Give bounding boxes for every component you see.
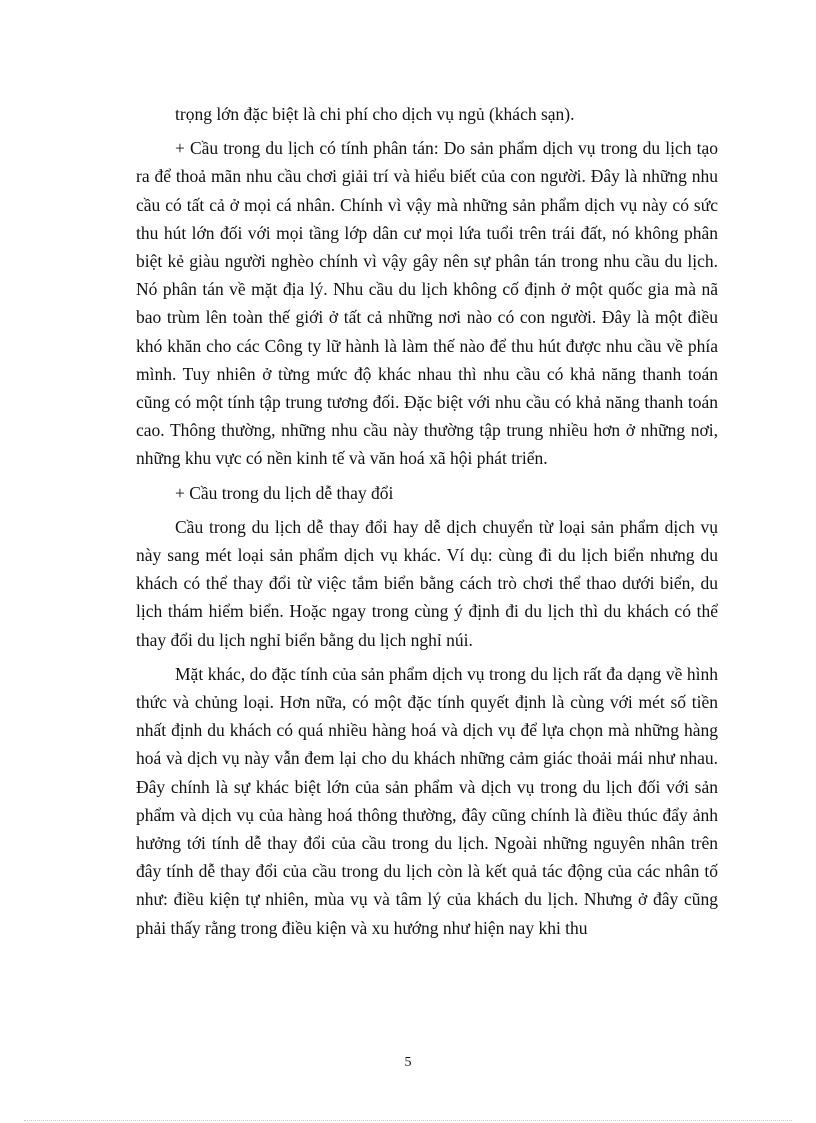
paragraph-dispersed-demand: + Cầu trong du lịch có tính phân tán: Do sản phẩm dịch vụ trong du lịch tạo ra để thoả mãn nhu cầu chơi giải trí và hiểu biết của con người. Đây là những nhu cầu có tất cả ở mọi cá nhân. Chính vì vậy mà những sản phẩm dịch vụ này có sức thu hút lớn đối với mọi tầng lớp dân cư mọi lứa tuổi trên trái đất, nó không phân biệt kẻ giàu người nghèo chính vì vậy gây nên sự phân tán trong nhu cầu du lịch. Nó phân tán về mặt địa lý. Nhu cầu du lịch không cố định ở một quốc gia mà nã bao trùm lên toàn thế giới ở tất cả những nơi nào có con người. Đây là một điều khó khăn cho các Công ty lữ hành là làm thế nào để thu hút được nhu cầu về phía mình. Tuy nhiên ở từng mức độ khác nhau thì nhu cầu có khả năng thanh toán cũng có một tính tập trung tương đối. Đặc biệt với nhu cầu có khả năng thanh toán cao. Thông thường, những nhu cầu này thường tập trung nhiều hơn ở những nơi, những khu vực có nền kinh tế và văn hoá xã hội phát triển. bbox=[136, 138, 718, 469]
paragraph-changeable-demand: Cầu trong du lịch dễ thay đổi hay dễ dịch chuyển từ loại sản phẩm dịch vụ này sang mét loại sản phẩm dịch vụ khác. Ví dụ: cùng đi du lịch biển nhưng du khách có thể thay đổi từ việc tắm biển bằng cách trò chơi thể thao dưới biển, du lịch thám hiểm biển. Hoặc ngay trong cùng ý định đi du lịch thì du khách có thể thay đổi du lịch nghỉ biển bằng du lịch nghỉ núi. bbox=[136, 516, 718, 650]
paragraph-continuation: trọng lớn đặc biệt là chi phí cho dịch vụ ngủ (khách sạn). bbox=[175, 104, 575, 124]
page-number: 5 bbox=[404, 1055, 412, 1070]
paragraph-other-factors: Mặt khác, do đặc tính của sản phẩm dịch vụ trong du lịch rất đa dạng về hình thức và chủng loại. Hơn nữa, có một đặc tính quyết định là cùng với mét số tiền nhất định du khách có quá nhiều hàng hoá và dịch vụ để lựa chọn mà những hàng hoá và dịch vụ này vẫn đem lại cho du khách những cảm giác thoải mái như nhau. Đây chính là sự khác biệt lớn của sản phẩm và dịch vụ trong du lịch đối với sản phẩm và dịch vụ của hàng hoá thông thường, đây cũng chính là điều thúc đẩy ảnh hưởng tới tính dễ thay đổi của cầu trong du lịch. Ngoài những nguyên nhân trên đây tính dễ thay đổi của cầu trong du lịch còn là kết quả tác động của các nhân tố như: điều kiện tự nhiên, mùa vụ và tâm lý của khách du lịch. Nhưng ở đây cũng phải thấy rằng trong điều kiện và xu hướng như hiện nay khi thu bbox=[136, 663, 718, 938]
paragraph-heading-changeable-demand: + Cầu trong du lịch dễ thay đổi bbox=[175, 482, 394, 503]
page-bottom-divider bbox=[24, 1120, 792, 1121]
body-text bbox=[136, 100, 718, 948]
